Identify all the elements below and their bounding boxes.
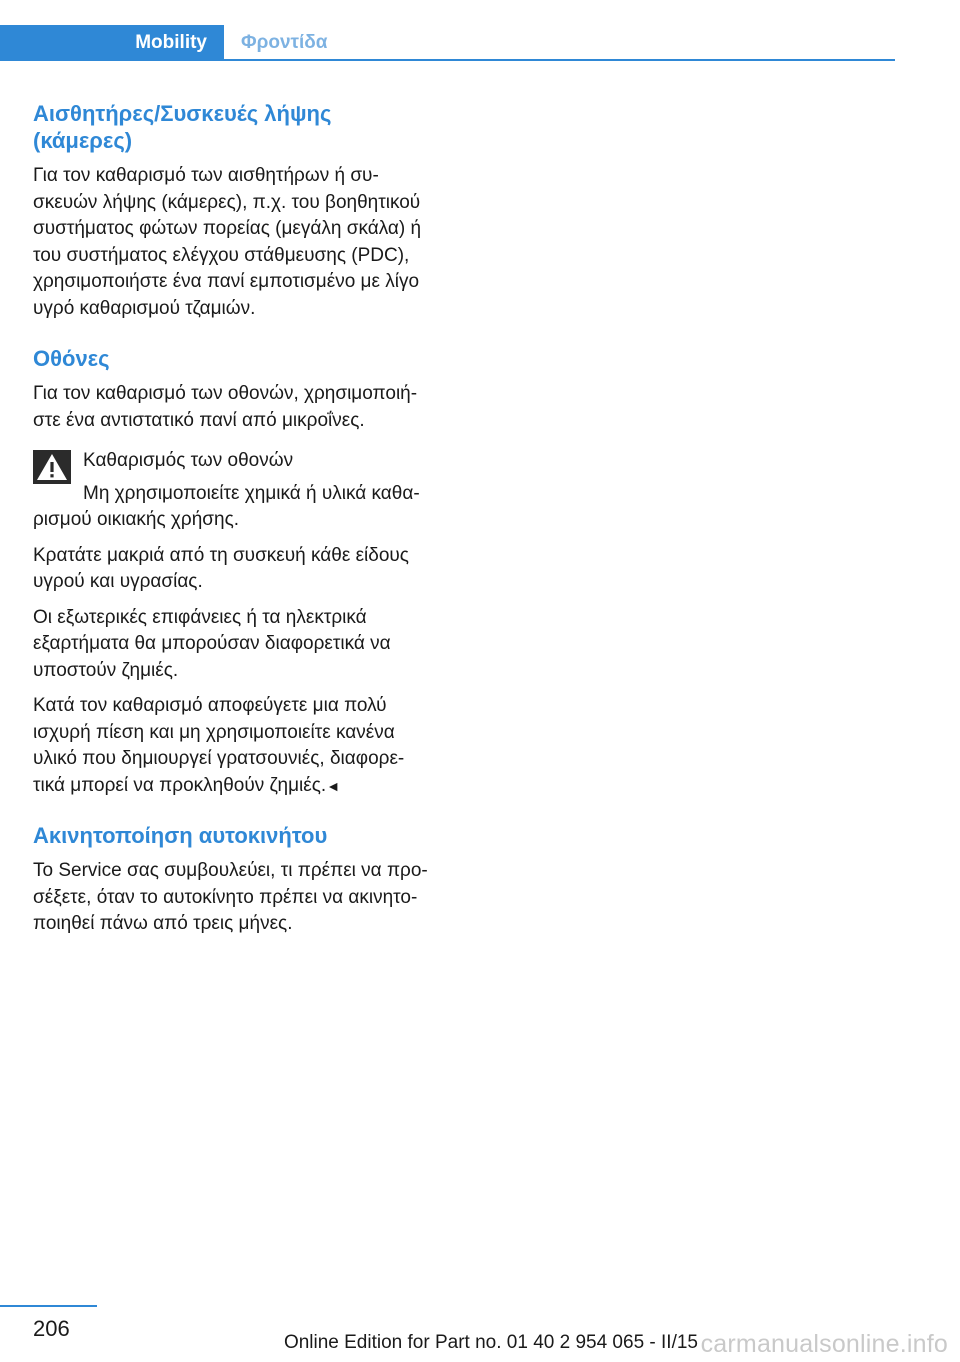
text-line: υποστούν ζημιές. — [33, 659, 179, 681]
text-line: ισχυρή πίεση και μη χρησιμοποιείτε κανένα — [33, 721, 395, 743]
text-line: Για τον καθαρισμό των αισθητήρων ή συ- — [33, 165, 379, 186]
text-line: Κατά τον καθαρισμό αποφεύγετε μια πολύ — [33, 695, 387, 716]
text-line: υγρό καθαρισμού τζαμιών. — [33, 297, 256, 319]
warning-paragraph-1-cont — [33, 507, 453, 534]
warning-title: Καθαρισμός των οθονών — [83, 450, 294, 471]
warning-paragraph-2 — [33, 543, 453, 596]
warning-paragraph-3 — [33, 605, 453, 685]
warning-triangle-icon — [33, 450, 71, 484]
section-title-sensors-line1: Αισθητήρες/Συσκευές λήψης — [33, 101, 332, 126]
text-line: υλικό που δημιουργεί γρατσουνιές, διαφορε- — [33, 748, 405, 769]
text-line: Για τον καθαρισμό των οθονών, χρησιμοποιή- — [33, 383, 418, 404]
paragraph-sensors — [33, 163, 453, 322]
text-line: σέξετε, όταν το αυτοκίνητο πρέπει να ακινητο- — [33, 886, 418, 908]
text-line: Μη χρησιμοποιείτε χημικά ή υλικά καθα- — [83, 482, 420, 504]
text-line: χρησιμοποιήστε ένα πανί εμποτισμένο με λίγο — [33, 271, 420, 292]
text-line: Το Service σας συμβουλεύει, τι πρέπει να προ- — [33, 860, 428, 881]
warning-box — [33, 448, 453, 799]
paragraph-immobilize — [33, 858, 453, 938]
text-line: του συστήματος ελέγχου στάθμευσης (PDC), — [33, 244, 410, 266]
edition-info: Online Edition for Part no. 01 40 2 954 065 - II/15 — [283, 1332, 698, 1353]
section-title-sensors — [33, 100, 453, 154]
paragraph-screens — [33, 381, 453, 434]
header-divider — [0, 59, 895, 61]
warning-paragraph-4 — [33, 693, 453, 799]
section-title-sensors-line2: (κάμερες) — [33, 128, 133, 153]
text-line: υγρού και υγρασίας. — [33, 571, 203, 592]
text-line: Κρατάτε μακριά από τη συσκευή κάθε είδους — [33, 544, 409, 566]
text-line: στε ένα αντιστατικό πανί από μικροΐνες. — [33, 409, 365, 431]
section-title-screens: Οθόνες — [33, 346, 110, 371]
tab-care[interactable]: Φροντίδα — [241, 32, 328, 53]
end-mark-icon: ◄ — [326, 777, 341, 794]
footer-divider — [0, 1305, 97, 1307]
header-bar — [0, 25, 895, 61]
section-title-immobilize: Ακινητοποίηση αυτοκινήτου — [33, 823, 328, 848]
warning-paragraph-1 — [33, 481, 453, 508]
text-line: σκευών λήψης (κάμερες), π.χ. του βοηθητικού — [33, 191, 421, 213]
text-line: συστήματος φώτων πορείας (μεγάλη σκάλα) ή — [33, 218, 422, 239]
text-line: εξαρτήματα θα μπορούσαν διαφορετικά να — [33, 633, 391, 654]
watermark: carmanualsonline.info — [700, 1330, 948, 1358]
page-number: 206 — [33, 1316, 70, 1341]
page-content — [33, 100, 453, 938]
text-line: ρισμού οικιακής χρήσης. — [33, 509, 240, 530]
text-line: Οι εξωτερικές επιφάνειες ή τα ηλεκτρικά — [33, 606, 367, 628]
text-line: τικά μπορεί να προκληθούν ζημιές. — [33, 774, 327, 796]
tab-mobility[interactable]: Mobility — [0, 25, 224, 61]
text-line: ποιηθεί πάνω από τρεις μήνες. — [33, 913, 293, 934]
